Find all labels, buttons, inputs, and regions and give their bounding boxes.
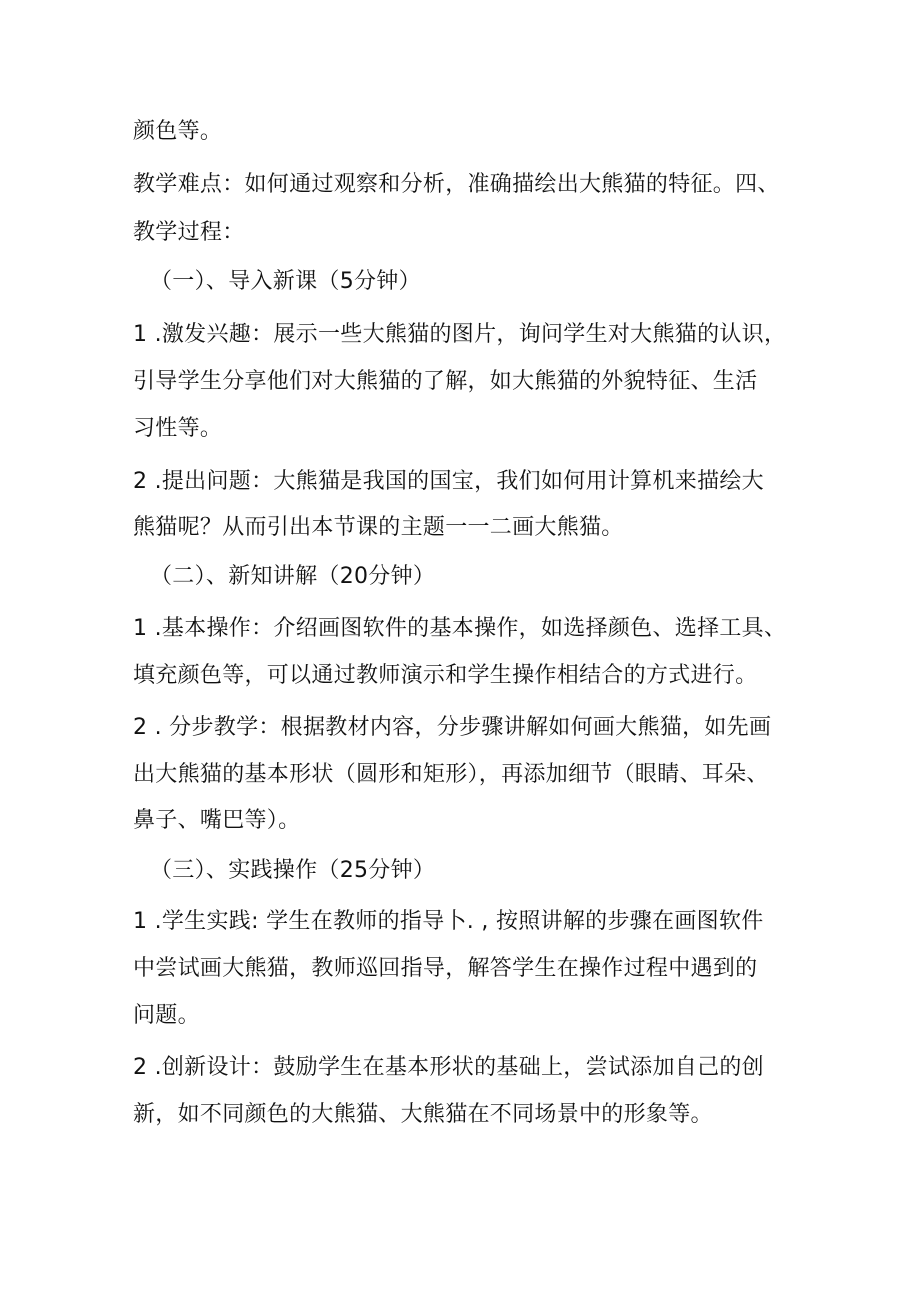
section-heading: （二）、新知讲解（20分钟） (150, 564, 436, 589)
text-line: 问题。 (133, 1003, 200, 1028)
text-line: 中尝试画大熊猫，教师巡回指导，解答学生在操作过程中遇到的 (133, 956, 758, 981)
text-line: 颜色等。 (133, 119, 223, 144)
text-line: 习性等。 (133, 416, 223, 441)
section-heading: （三）、实践操作（25分钟） (150, 858, 436, 883)
text-line: 出大熊猫的基本形状（圆形和矩形），再添加细节（眼睛、耳朵、 (133, 762, 769, 787)
text-line: 熊猫呢？从而引出本节课的主题一一二画大熊猫。 (133, 515, 624, 540)
text-line: 教学过程： (133, 220, 245, 245)
text-line: 1 .学生实践: 学生在教师的指导卜. , 按照讲解的步骤在画图软件 (133, 909, 764, 934)
text-line: 鼻子、嘴巴等）。 (133, 808, 301, 833)
text-line: 引导学生分享他们对大熊猫的了解，如大熊猫的外貌特征、生活 (133, 369, 758, 394)
text-line: 2 . 分步教学：根据教材内容，分步骤讲解如何画大熊猫，如先画 (133, 715, 772, 740)
text-line: 1 .激发兴趣：展示一些大熊猫的图片，询问学生对大熊猫的认识， (133, 322, 787, 347)
text-line: 2 .提出问题：大熊猫是我国的国宝，我们如何用计算机来描绘大 (133, 469, 764, 494)
text-line: 新，如不同颜色的大熊猫、大熊猫在不同场景中的形象等。 (133, 1102, 713, 1127)
text-line: 2 .创新设计：鼓励学生在基本形状的基础上，尝试添加自己的创 (133, 1055, 764, 1080)
text-line: 教学难点：如何通过观察和分析，准确描绘出大熊猫的特征。四、 (133, 172, 780, 197)
section-heading: （一）、导入新课（5分钟） (150, 269, 421, 294)
text-line: 1 .基本操作：介绍画图软件的基本操作，如选择颜色、选择工具、 (133, 616, 787, 641)
text-line: 填充颜色等，可以通过教师演示和学生操作相结合的方式进行。 (133, 663, 758, 688)
